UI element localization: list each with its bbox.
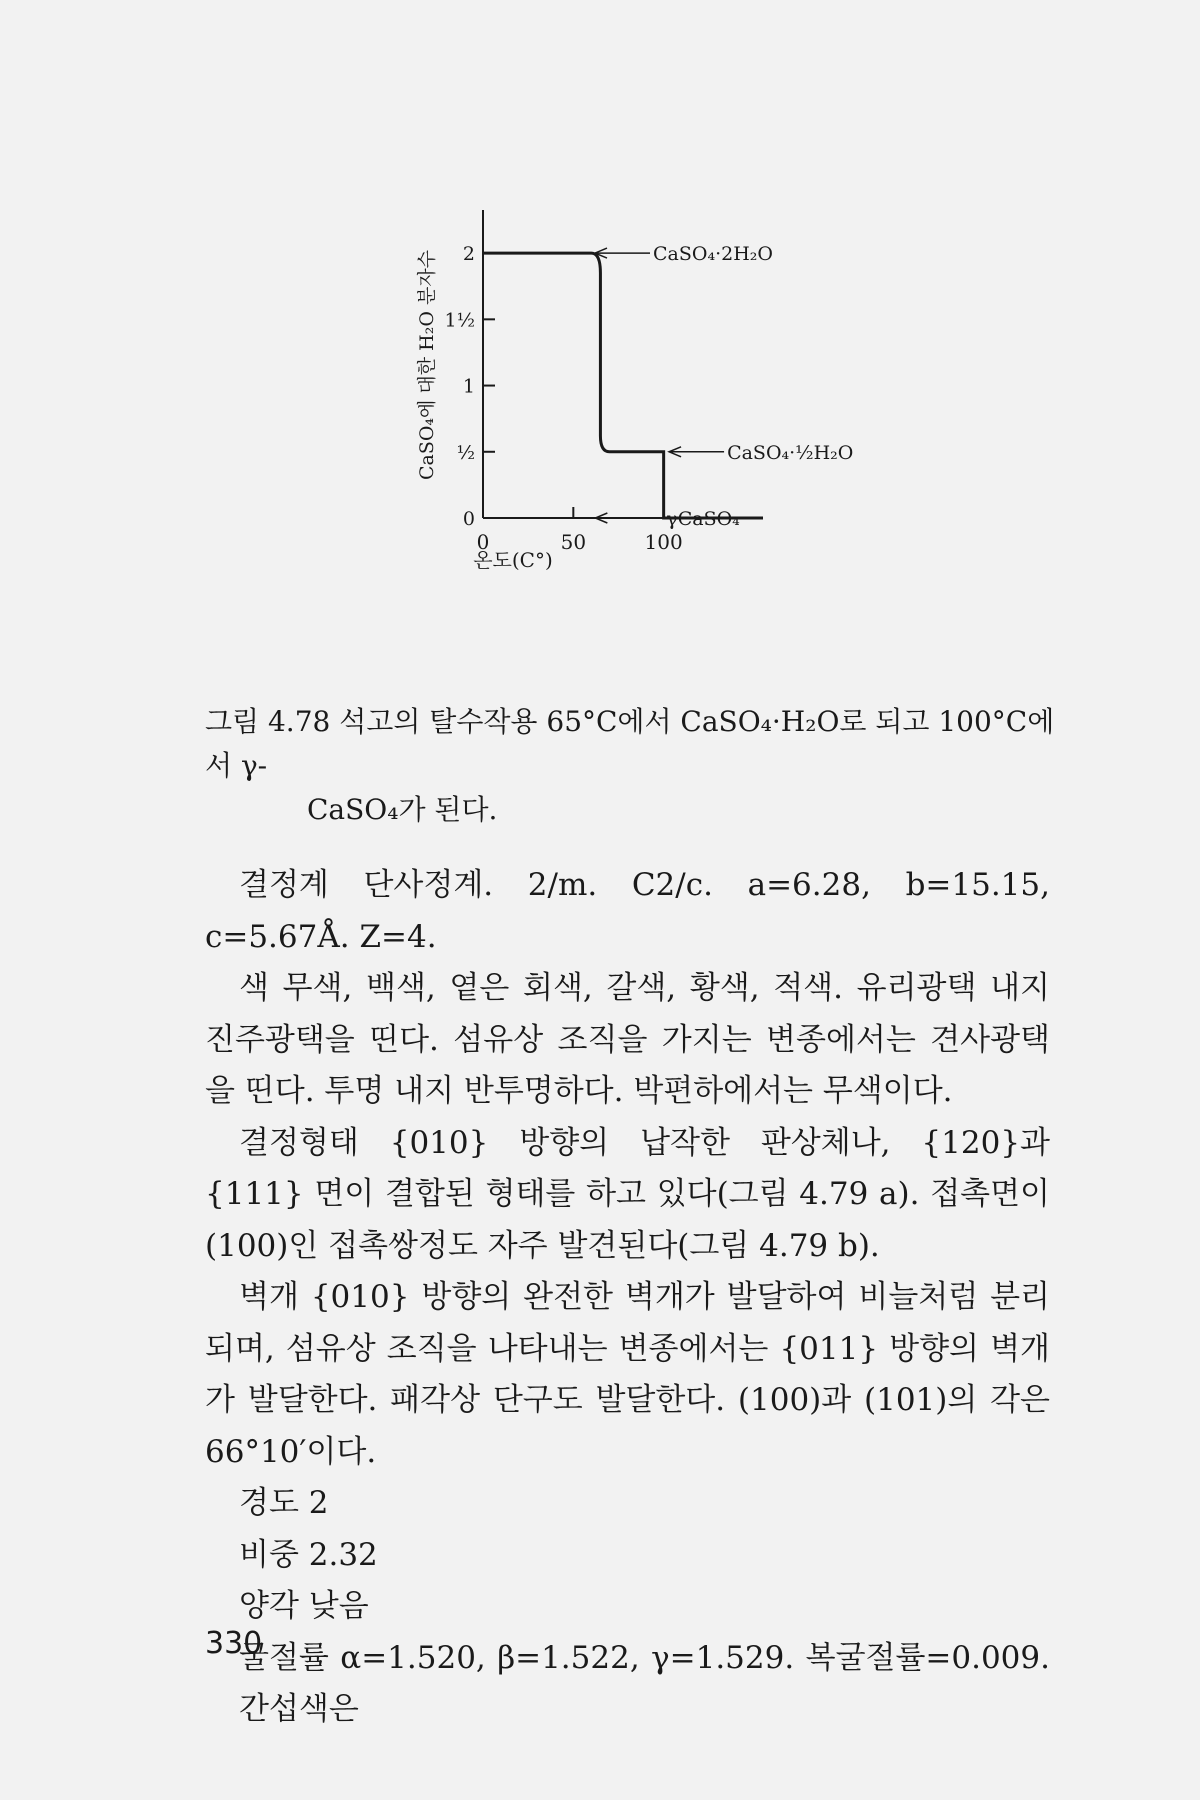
- paragraph: 결정형태 {010} 방향의 납작한 판상체나, {120}과 {111} 면이 결합된 형태를 하고 있다(그림 4.79 a). 접촉면이 (100)인 접촉쌍정도 자주 발견된다(그림 4.79 b).: [205, 1124, 1050, 1264]
- x-axis-label: 온도(C°): [473, 548, 553, 572]
- body-text: [205, 860, 1050, 1736]
- x-tick-label: 0: [476, 530, 490, 554]
- paragraph: 경도 2: [239, 1485, 329, 1521]
- paragraph: 양각 낮음: [239, 1588, 369, 1624]
- annotation-label: CaSO₄·½H₂O: [727, 441, 854, 464]
- paragraph: 비중 2.32: [239, 1536, 378, 1573]
- x-tick-label: 100: [644, 530, 683, 554]
- paragraph: 벽개 {010} 방향의 완전한 벽개가 발달하여 비늘처럼 분리되며, 섬유상 조직을 나타내는 변종에서는 {011} 방향의 벽개가 발달한다. 패각상 단구도 발달한다. (100)과 (101)의 각은 66°10′이다.: [205, 1279, 1050, 1470]
- dehydration-chart: [400, 215, 854, 655]
- paragraph: 굴절률 α=1.520, β=1.522, γ=1.529. 복굴절률=0.009. 간섭색은: [239, 1639, 1050, 1727]
- figure-caption: [205, 700, 1065, 832]
- chart-ticks: [444, 243, 682, 554]
- y-tick-label: 0: [462, 508, 475, 530]
- chart-annotations: [595, 243, 853, 530]
- page-number: 330: [205, 1626, 263, 1661]
- y-tick-label: 1: [462, 375, 475, 398]
- chart-axes: [483, 210, 664, 518]
- y-axis-label: CaSO₄에 대한 H₂O 분자수: [416, 249, 438, 481]
- caption-line-2: CaSO₄가 된다.: [307, 793, 498, 826]
- y-tick-label: ½: [456, 441, 475, 464]
- annotation-label: CaSO₄·2H₂O: [653, 243, 773, 266]
- caption-line-1: 그림 4.78 석고의 탈수작용 65°C에서 CaSO₄·H₂O로 되고 100°C에서 γ-: [205, 705, 1055, 782]
- annotation-label: γCaSO₄: [666, 508, 740, 530]
- x-tick-label: 50: [560, 530, 587, 554]
- y-tick-label: 2: [462, 243, 475, 266]
- paragraph: 색 무색, 백색, 옅은 회색, 갈색, 황색, 적색. 유리광택 내지 진주광택을 띤다. 섬유상 조직을 가지는 변종에서는 견사광택을 띤다. 투명 내지 반투명하다. 박편하에서는 무색이다.: [205, 970, 1050, 1109]
- paragraph: 결정계 단사정계. 2/m. C2/c. a=6.28, b=15.15, c=5.67Å. Z=4.: [205, 867, 1050, 955]
- y-tick-label: 1½: [444, 309, 475, 332]
- dehydration-curve: [483, 253, 763, 518]
